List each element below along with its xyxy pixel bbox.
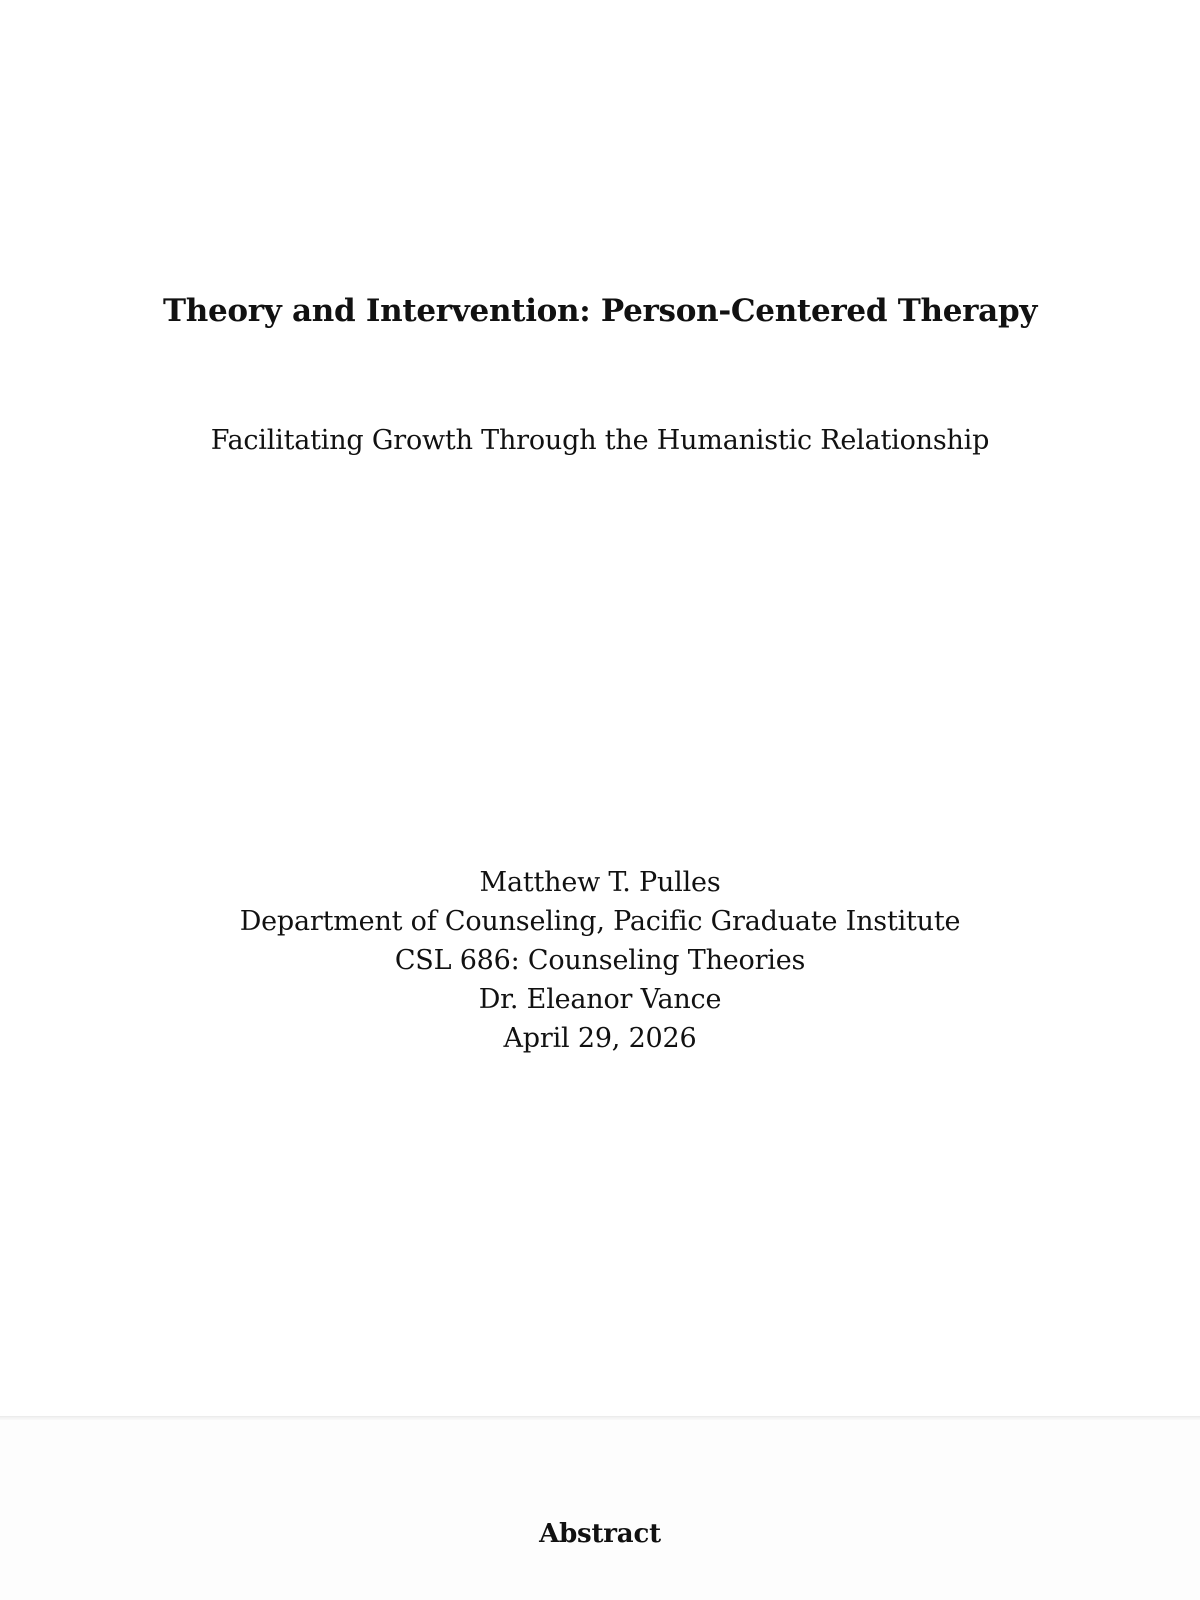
course-name: CSL 686: Counseling Theories: [394, 945, 806, 976]
abstract-heading: Abstract: [539, 1519, 661, 1549]
instructor-name: Dr. Eleanor Vance: [478, 984, 722, 1015]
author-name: Matthew T. Pulles: [479, 867, 721, 898]
submission-date: April 29, 2026: [503, 1023, 697, 1054]
author-affiliation: Department of Counseling, Pacific Graduate Institute: [239, 906, 961, 937]
byline-block: [0, 867, 1200, 1065]
paper-subtitle: Facilitating Growth Through the Humanistic Relationship: [210, 425, 990, 456]
abstract-page: [0, 1420, 1200, 1600]
paper-title: Theory and Intervention: Person-Centered Therapy: [162, 293, 1038, 329]
